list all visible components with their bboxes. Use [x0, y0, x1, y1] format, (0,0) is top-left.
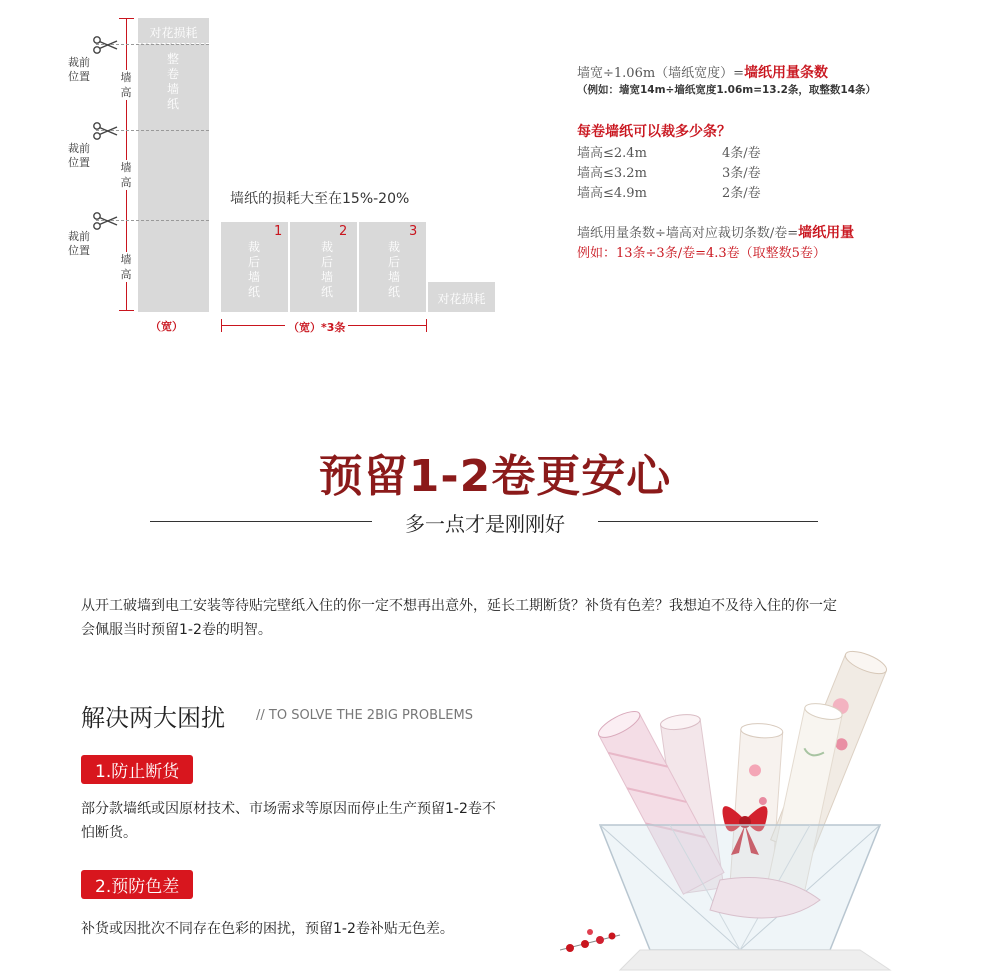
row-val-2: 3条/卷 [722, 166, 761, 181]
formula-line-3-result: 墙纸用量 [798, 225, 855, 241]
strip-number: 1 [274, 224, 283, 239]
full-roll-label: 整卷墙纸 [166, 52, 179, 111]
top-waste-label: 对花损耗 [149, 26, 198, 40]
formula-line-1-result: 墙纸用量条数 [744, 65, 829, 81]
formula-line-4: 例如：13条÷3条/卷=4.3卷（取整数5卷） [577, 246, 826, 261]
cut-strip-label: 裁后墙纸 [247, 240, 260, 299]
loss-note: 墙纸的损耗大至在15%-20% [230, 191, 410, 207]
item-2-tag: 2.预防色差 [81, 870, 193, 899]
wall-height-label: 墙高 [120, 71, 132, 99]
item-2-text: 补货或因批次不同存在色彩的困扰，预留1-2卷补贴无色差。 [81, 921, 454, 937]
problems-heading-en: // TO SOLVE THE 2BIG PROBLEMS [256, 708, 473, 723]
formula-line-1 [577, 62, 828, 82]
cut-position-label: 裁前位置 [68, 56, 90, 83]
subtitle-rule-right [598, 521, 818, 522]
wall-height-label: 墙高 [120, 253, 132, 281]
wall-height-label: 墙高 [120, 161, 132, 189]
row-cond-1: 墙高≤2.4m [577, 146, 647, 161]
subtitle-rule-left [150, 521, 372, 522]
strip-number: 2 [339, 224, 348, 239]
section-title: 预留1-2卷更安心 [318, 451, 672, 502]
bottom-waste-label: 对花损耗 [437, 292, 486, 306]
row-val-1: 4条/卷 [722, 146, 761, 161]
scissors-icon [92, 36, 118, 58]
cut-position-label: 裁前位置 [68, 142, 90, 169]
row-cond-3: 墙高≤4.9m [577, 186, 647, 201]
measure-tick [119, 310, 134, 311]
measure-tick [221, 319, 222, 332]
intro-paragraph: 从开工破墙到电工安装等待贴完壁纸入住的你一定不想再出意外，延长工期断货？补货有色差？我想迫不及待入住的你一定会佩服当时预留1-2卷的明智。 [81, 598, 837, 638]
scissors-icon [92, 122, 118, 144]
problems-heading: 解决两大困扰 [81, 704, 225, 732]
width-times-label: （宽）*3条 [285, 319, 348, 335]
section-subtitle: 多一点才是刚刚好 [405, 512, 565, 536]
measure-tick [119, 18, 134, 19]
row-cond-2: 墙高≤3.2m [577, 166, 647, 181]
cut-position-label: 裁前位置 [68, 230, 90, 257]
formula-line-3 [577, 222, 854, 242]
formula-line-2: （例如：墙宽14m÷墙纸宽度1.06m=13.2条，取整数14条） [577, 84, 877, 96]
wallpaper-rolls-illustration [560, 650, 930, 979]
item-1-text: 部分款墙纸或因原材技术、市场需求等原因而停止生产预留1-2卷不怕断货。 [81, 801, 496, 841]
item-1-tag: 1.防止断货 [81, 755, 193, 784]
cut-strip-label: 裁后墙纸 [320, 240, 333, 299]
strip-number: 3 [409, 224, 418, 239]
formula-line-1-prefix: 墙宽÷1.06m（墙纸宽度）= [577, 66, 745, 81]
width-label: （宽） [150, 320, 183, 333]
row-val-3: 2条/卷 [722, 186, 761, 201]
measure-tick [426, 319, 427, 332]
formula-line-3-prefix: 墙纸用量条数÷墙高对应裁切条数/卷= [577, 226, 799, 241]
cut-strip-label: 裁后墙纸 [387, 240, 400, 299]
roll-cut-question: 每卷墙纸可以裁多少条？ [577, 124, 731, 140]
